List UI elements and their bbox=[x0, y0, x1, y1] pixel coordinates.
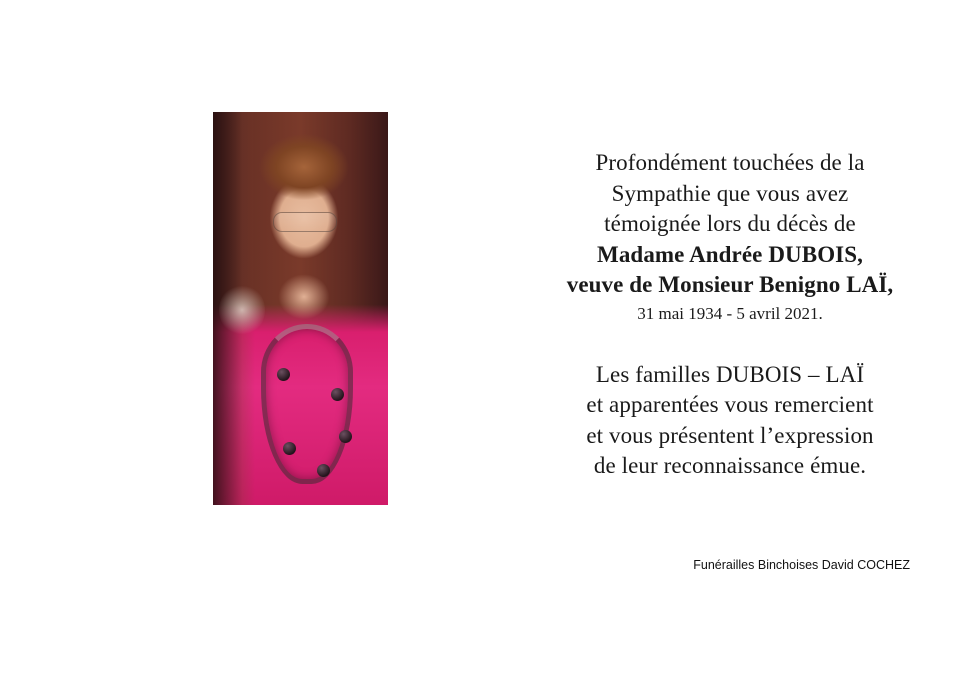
closing-line-3: et vous présentent l’expression bbox=[586, 422, 874, 448]
necklace-bead bbox=[317, 464, 330, 477]
deceased-spouse: veuve de Monsieur Benigno LAÏ, bbox=[566, 272, 894, 298]
necklace-bead bbox=[339, 430, 352, 443]
portrait-photo bbox=[213, 112, 388, 505]
necklace-bead bbox=[331, 388, 344, 401]
message-line-2: Sympathie que vous avez bbox=[611, 180, 849, 206]
necklace-bead bbox=[277, 368, 290, 381]
message-line-1: Profondément touchées de la bbox=[595, 150, 865, 175]
message-line-3: témoignée lors du décès de bbox=[604, 211, 856, 237]
closing-line-1: Les familles DUBOIS – LAÏ bbox=[595, 361, 865, 387]
memorial-message bbox=[520, 148, 940, 482]
life-dates: 31 mai 1934 - 5 avril 2021. bbox=[637, 303, 823, 323]
paragraph-spacer bbox=[520, 326, 940, 360]
closing-line-2: et apparentées vous remercient bbox=[586, 392, 874, 418]
funeral-home-credit: Funérailles Binchoises David COCHEZ bbox=[693, 558, 910, 572]
deceased-name: Madame Andrée DUBOIS, bbox=[597, 241, 863, 267]
necklace-bead bbox=[283, 442, 296, 455]
closing-line-4: de leur reconnaissance émue. bbox=[593, 453, 867, 479]
eyeglasses bbox=[273, 212, 337, 232]
photo-background-highlight bbox=[219, 284, 265, 336]
